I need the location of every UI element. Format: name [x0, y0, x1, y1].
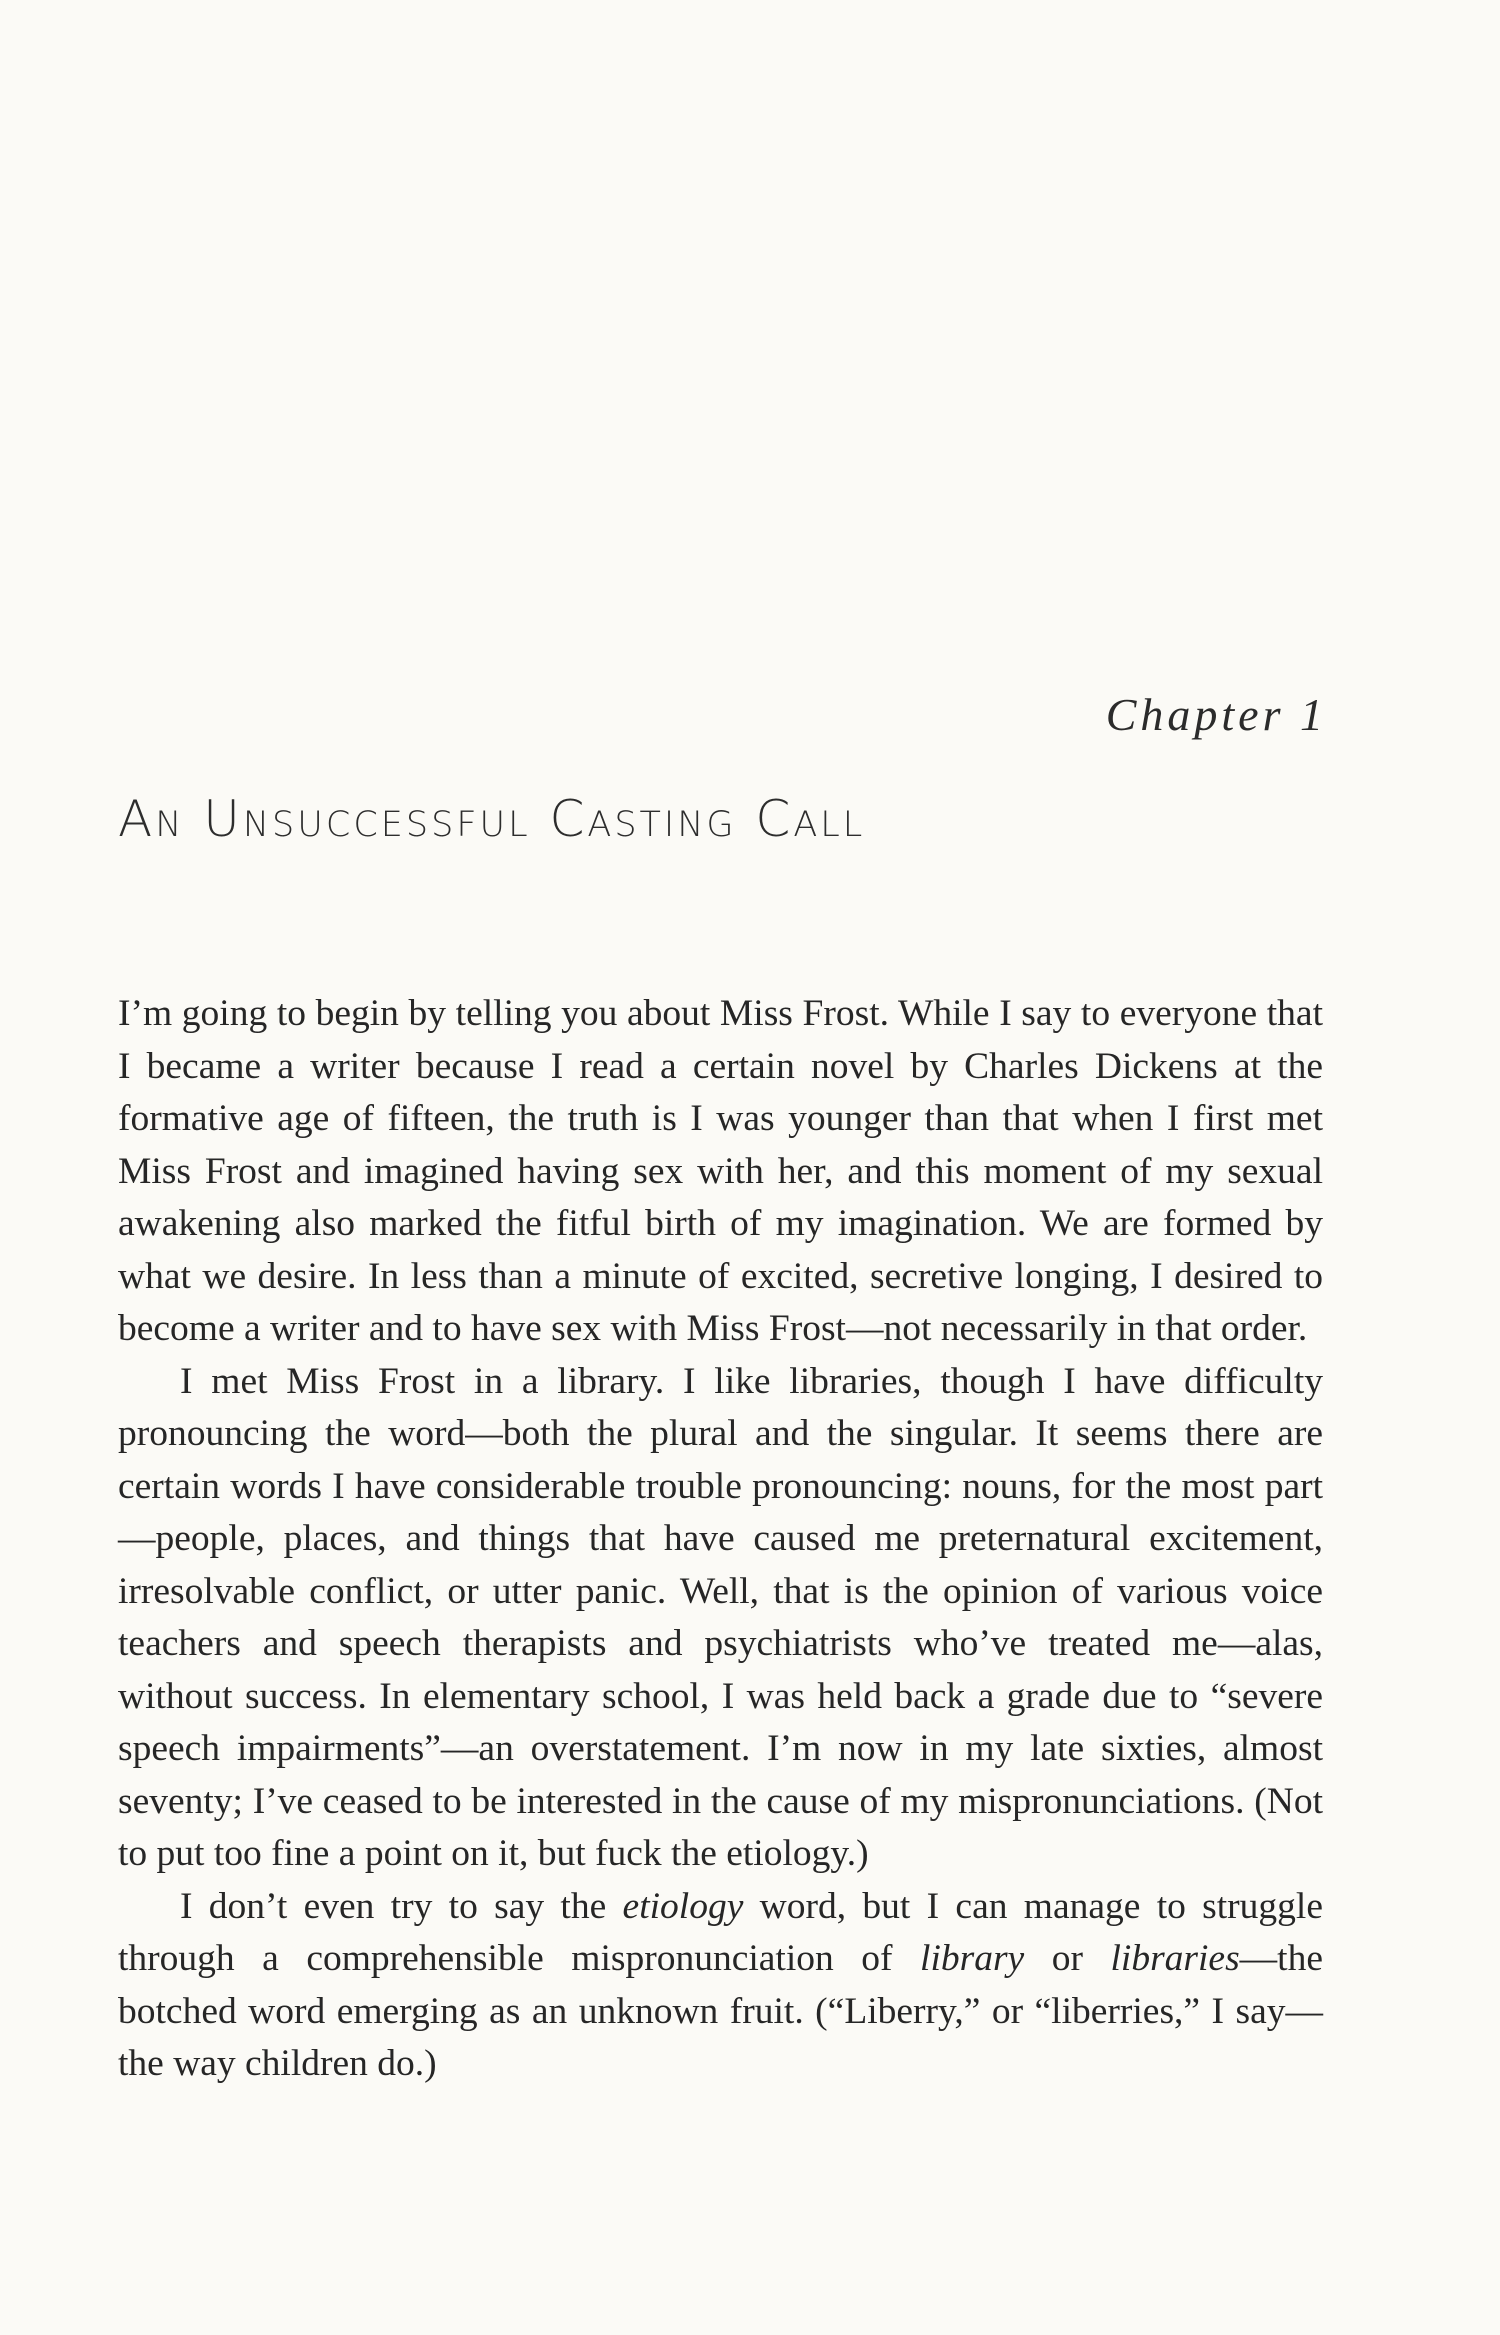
paragraph — [118, 988, 1323, 1356]
text-segment: I met Miss Frost in a library. I like libraries, though I have difficulty pronouncing the word—both the plural and the singular. It seems there are certain words I have considerable trouble pronouncing: nouns, for the most part—people, places, and things that have caused me preternatural excitement, irresolvable conflict, or utter panic. Well, that is the opinion of various voice teachers and speech therapists and psychiatrists who’ve treated me—alas, without success. In elementary school, I was held back a grade due to “severe speech impairments”—an overstatement. I’m now in my late sixties, almost seventy; I’ve ceased to be interested in the cause of my mispronunciations. (Not to put too fine a point on it, but fuck the etiology.) — [118, 1360, 1323, 1874]
body-text — [118, 988, 1323, 2091]
chapter-title: An Unsuccessful Casting Call — [118, 790, 866, 848]
text-segment: I’m going to begin by telling you about Miss Frost. While I say to everyone that I became a writer because I read a certain novel by Charles Dickens at the formative age of fifteen, the truth is I was younger than that when I first met Miss Frost and imagined having sex with her, and this moment of my sexual awakening also marked the fitful birth of my imagination. We are formed by what we desire. In less than a minute of excited, secretive longing, I desired to become a writer and to have sex with Miss Frost—not necessarily in that order. — [118, 993, 1323, 1349]
italic-word: library — [920, 1938, 1025, 1979]
paragraph — [118, 1356, 1323, 1881]
italic-word: etiology — [622, 1885, 744, 1927]
text-segment: —the botched word emerging as an unknown fruit. (“Liberry,” or “liberries,” I say—the way children do.) — [118, 1938, 1323, 2084]
text-segment: I don’t even try to say the — [180, 1885, 623, 1927]
text-segment: word, but I can manage to struggle through a comprehensible mispronunciation of — [118, 1885, 1323, 1979]
paragraph — [118, 1881, 1323, 2091]
italic-word: libraries — [1110, 1938, 1240, 1979]
chapter-label: Chapter 1 — [1105, 689, 1327, 740]
text-segment: or — [1024, 1938, 1111, 1979]
